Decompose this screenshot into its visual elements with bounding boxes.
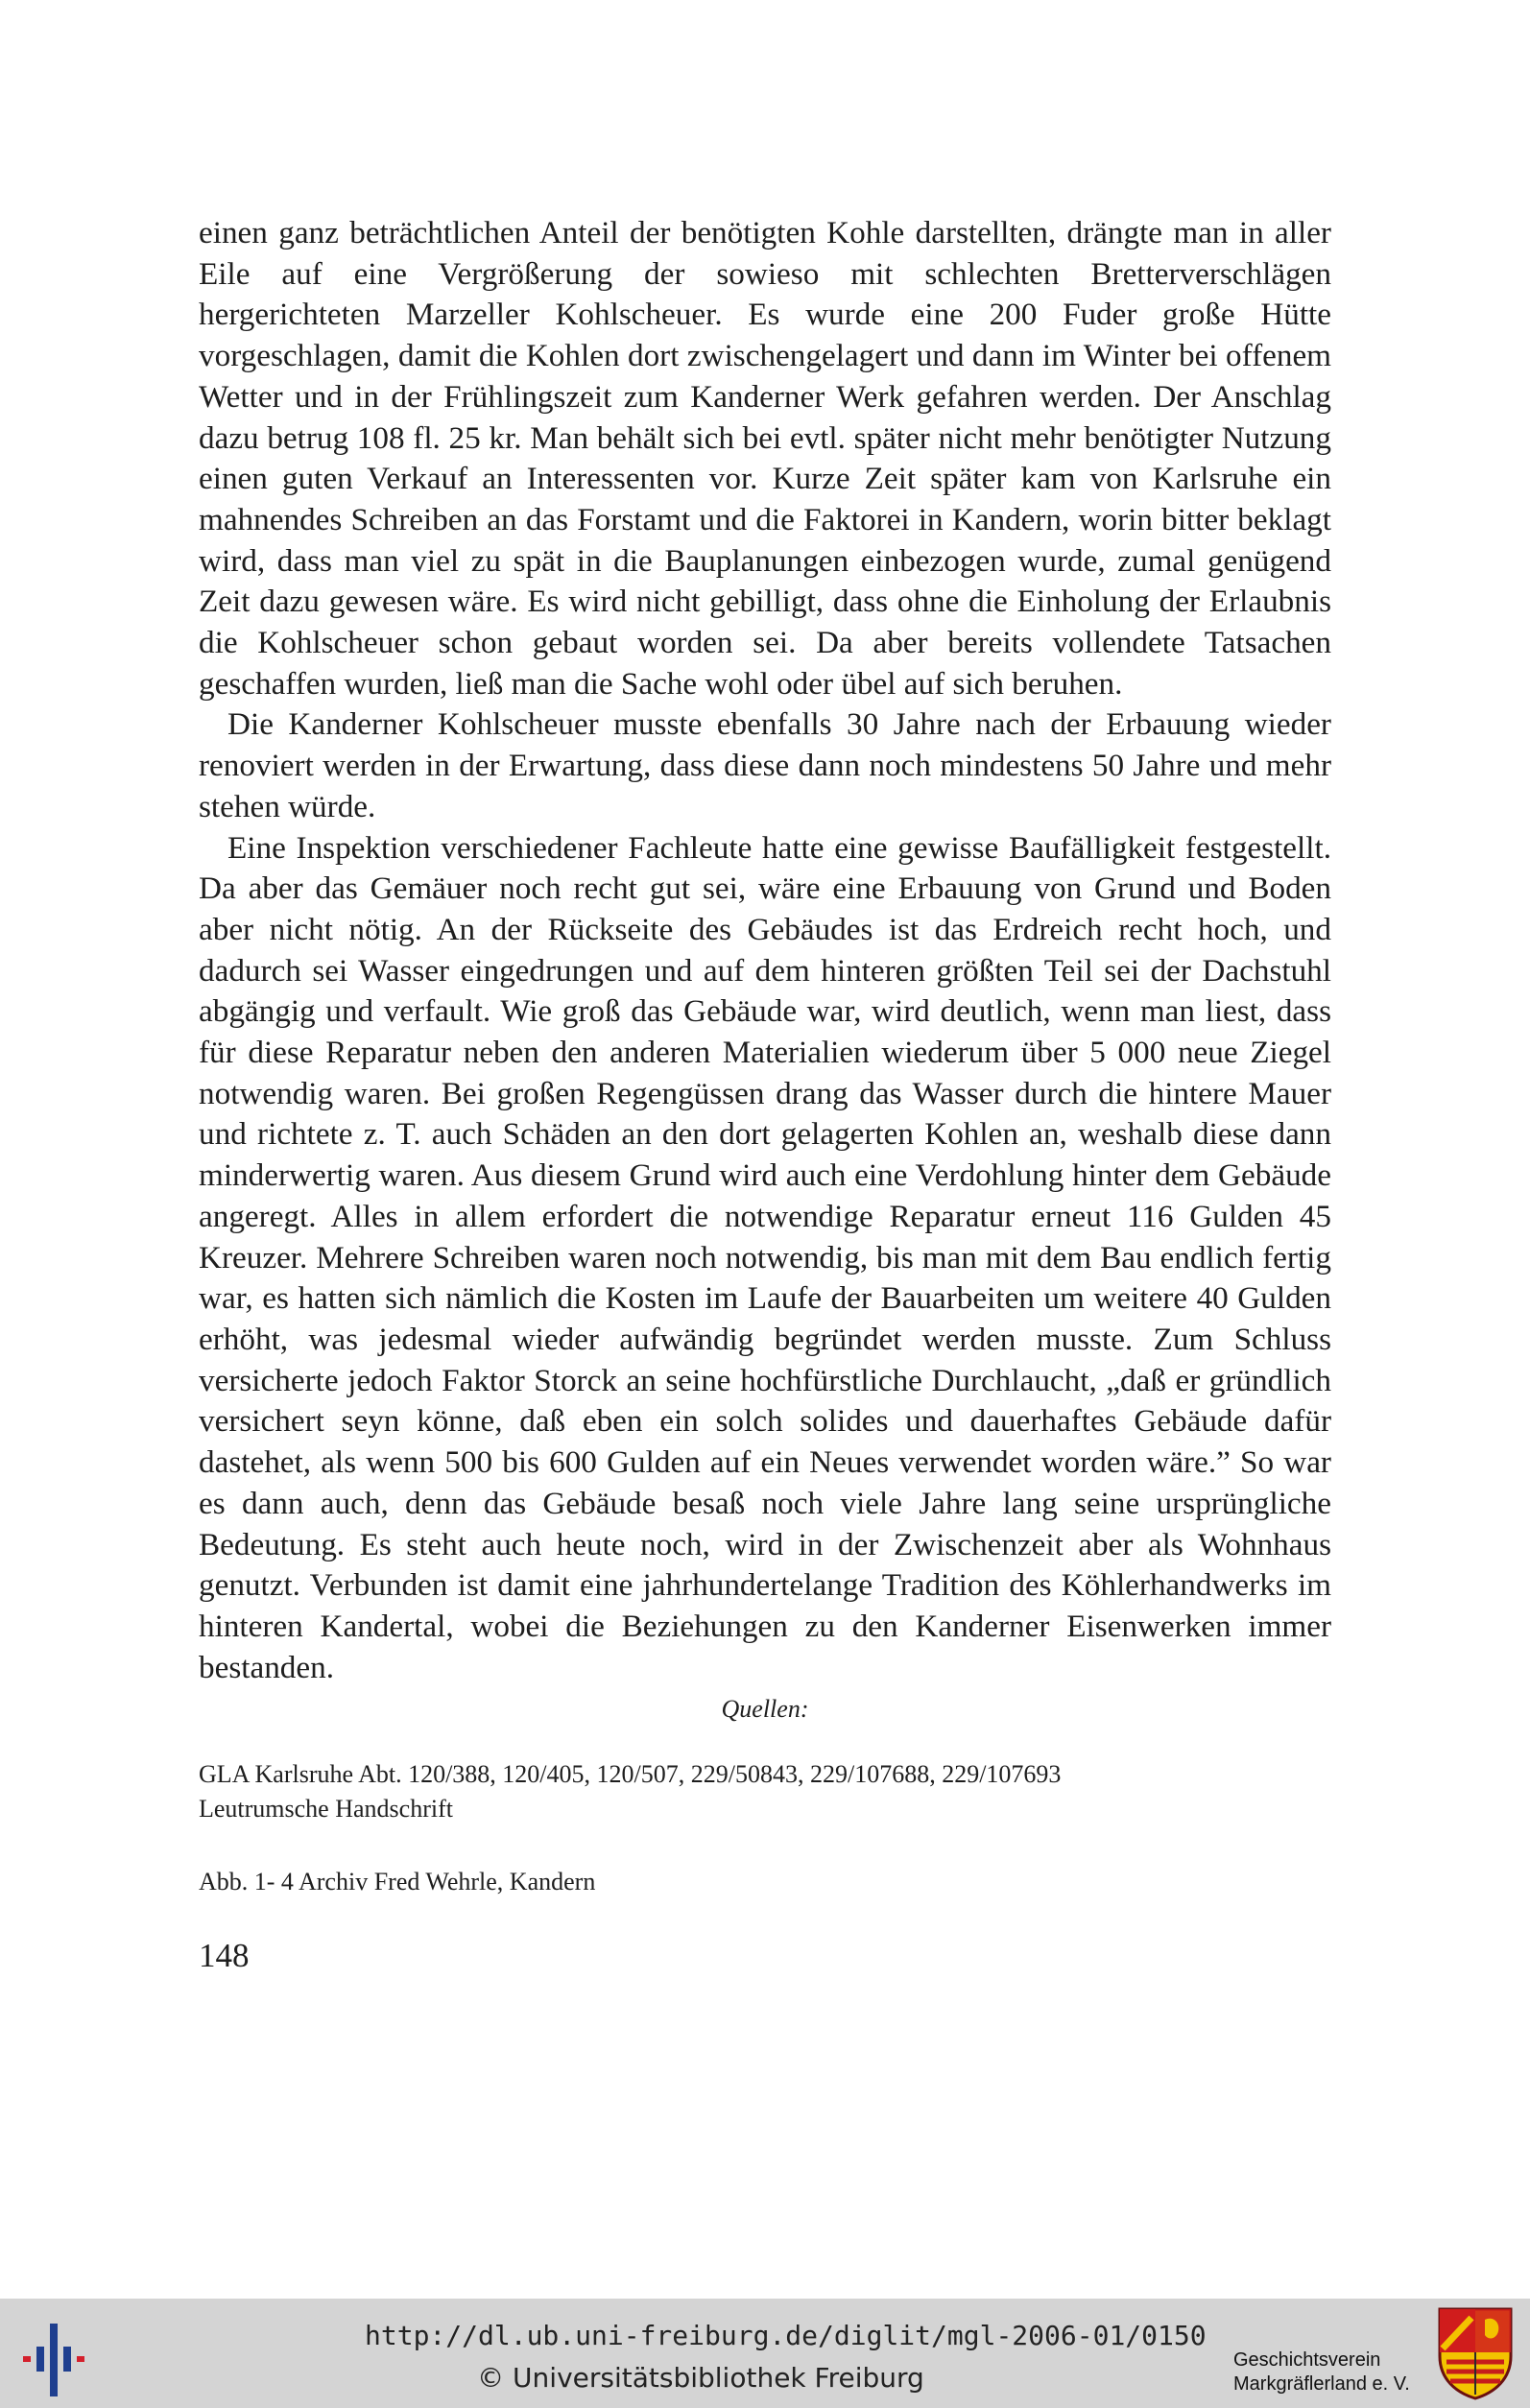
document-url-link[interactable]: http://dl.ub.uni-freiburg.de/diglit/mgl-2006-01/0150 <box>365 2320 1207 2351</box>
source-line: Leutrumsche Handschrift <box>199 1795 453 1824</box>
paragraph-1: einen ganz beträchtlichen Anteil der benötigten Kohle darstellten, drängte man in aller Eile auf eine Vergrößerung der sowieso mit schlechten Bretterverschlägen hergerichteten Marzeller Kohlscheuer. Es wurde eine 200 Fuder große Hütte vorgeschlagen, damit die Kohlen dort zwischengelagert und dann im Winter bei offenem Wetter und in der Frühlingszeit zum Kanderner Werk gefahren werden. Der Anschlag dazu betrug 108 fl. 25 kr. Man behält sich bei evtl. später nicht mehr benötigter Nutzung einen guten Verkauf an Interessenten vor. Kurze Zeit später kam von Karlsruhe ein mahnendes Schreiben an das Forstamt und die Faktorei in Kandern, worin bitter beklagt wird, dass man viel zu spät in die Bauplanungen einbezogen wurde, zumal genügend Zeit dazu gewesen wäre. Es wird nicht gebilligt, dass ohne die Einholung der Erlaubnis die Kohlscheuer schon gebaut worden sei. Da aber bereits vollendete Tatsachen geschaffen wurden, ließ man die Sache wohl oder übel auf sich beruhen. <box>199 215 1331 702</box>
page-number: 148 <box>199 1937 250 1975</box>
ub-freiburg-logo-icon <box>17 2312 104 2398</box>
viewer-footer <box>0 2299 1530 2408</box>
sources-list <box>199 1757 1331 1826</box>
image-credit: Abb. 1- 4 Archiv Fred Wehrle, Kandern <box>199 1868 596 1896</box>
coat-of-arms-icon <box>1437 2306 1514 2400</box>
paragraph-3: Eine Inspektion verschiedener Fachleute hatte eine gewisse Baufälligkeit festgestellt. Da aber das Gemäuer noch recht gut sei, wäre eine Erbauung von Grund und Boden aber nicht nötig. An der Rückseite des Gebäudes ist das Erdreich recht hoch, und dadurch sei Wasser eingedrungen und auf dem hinteren größten Teil sei der Dachstuhl abgängig und verfault. Wie groß das Gebäude war, wird deutlich, wenn man liest, dass für diese Reparatur neben den anderen Materialien wiederum über 5 000 neue Ziegel notwendig waren. Bei großen Regengüssen drang das Wasser durch die hintere Mauer und richtete z. T. auch Schäden an den dort gelagerten Kohlen an, weshalb diese dann minderwertig waren. Aus diesem Grund wird auch eine Verdohlung hinter dem Gebäude angeregt. Alles in allem erfordert die notwendige Reparatur erneut 116 Gulden 45 Kreuzer. Mehrere Schreiben waren noch notwendig, bis man mit dem Bau endlich fertig war, es hatten sich nämlich die Kosten im Laufe der Bauarbeiten um weitere 40 Gulden erhöht, was jedesmal wieder aufwändig begründet werden musste. Zum Schluss versicherte jedoch Faktor Storck an seine hochfürstliche Durchlaucht, „daß er gründlich versichert seyn könne, daß eben ein solch solides und dauerhaftes Gebäude dafür dastehet, als wenn 500 bis 600 Gulden auf ein Neues verwendet worden wäre.” So war es dann auch, denn das Gebäude besaß noch viele Jahre lang seine ursprüngliche Bedeutung. Es steht auch heute noch, wird in der Zwischenzeit aber als Wohnhaus genutzt. Verbunden ist damit eine jahrhundertelange Tradition des Köhlerhandwerks im hinteren Kandertal, wobei die Beziehungen zu den Kanderner Eisenwerken immer bestanden. <box>199 829 1331 1685</box>
society-name <box>1233 2348 1410 2396</box>
society-name-line-1: Geschichtsverein <box>1233 2349 1381 2371</box>
page-text <box>199 213 1331 1976</box>
society-name-line-2: Markgräflerland e. V. <box>1233 2373 1410 2395</box>
sources-heading: Quellen: <box>721 1695 809 1724</box>
copyright-notice: © Universitätsbibliothek Freiburg <box>477 2362 924 2394</box>
paragraph-2: Die Kanderner Kohlscheuer musste ebenfalls 30 Jahre nach der Erbauung wieder renoviert werden in der Erwartung, dass diese dann noch mindestens 50 Jahre und mehr stehen würde. <box>199 706 1331 824</box>
source-line: GLA Karlsruhe Abt. 120/388, 120/405, 120/507, 229/50843, 229/107688, 229/107693 <box>199 1760 1062 1789</box>
